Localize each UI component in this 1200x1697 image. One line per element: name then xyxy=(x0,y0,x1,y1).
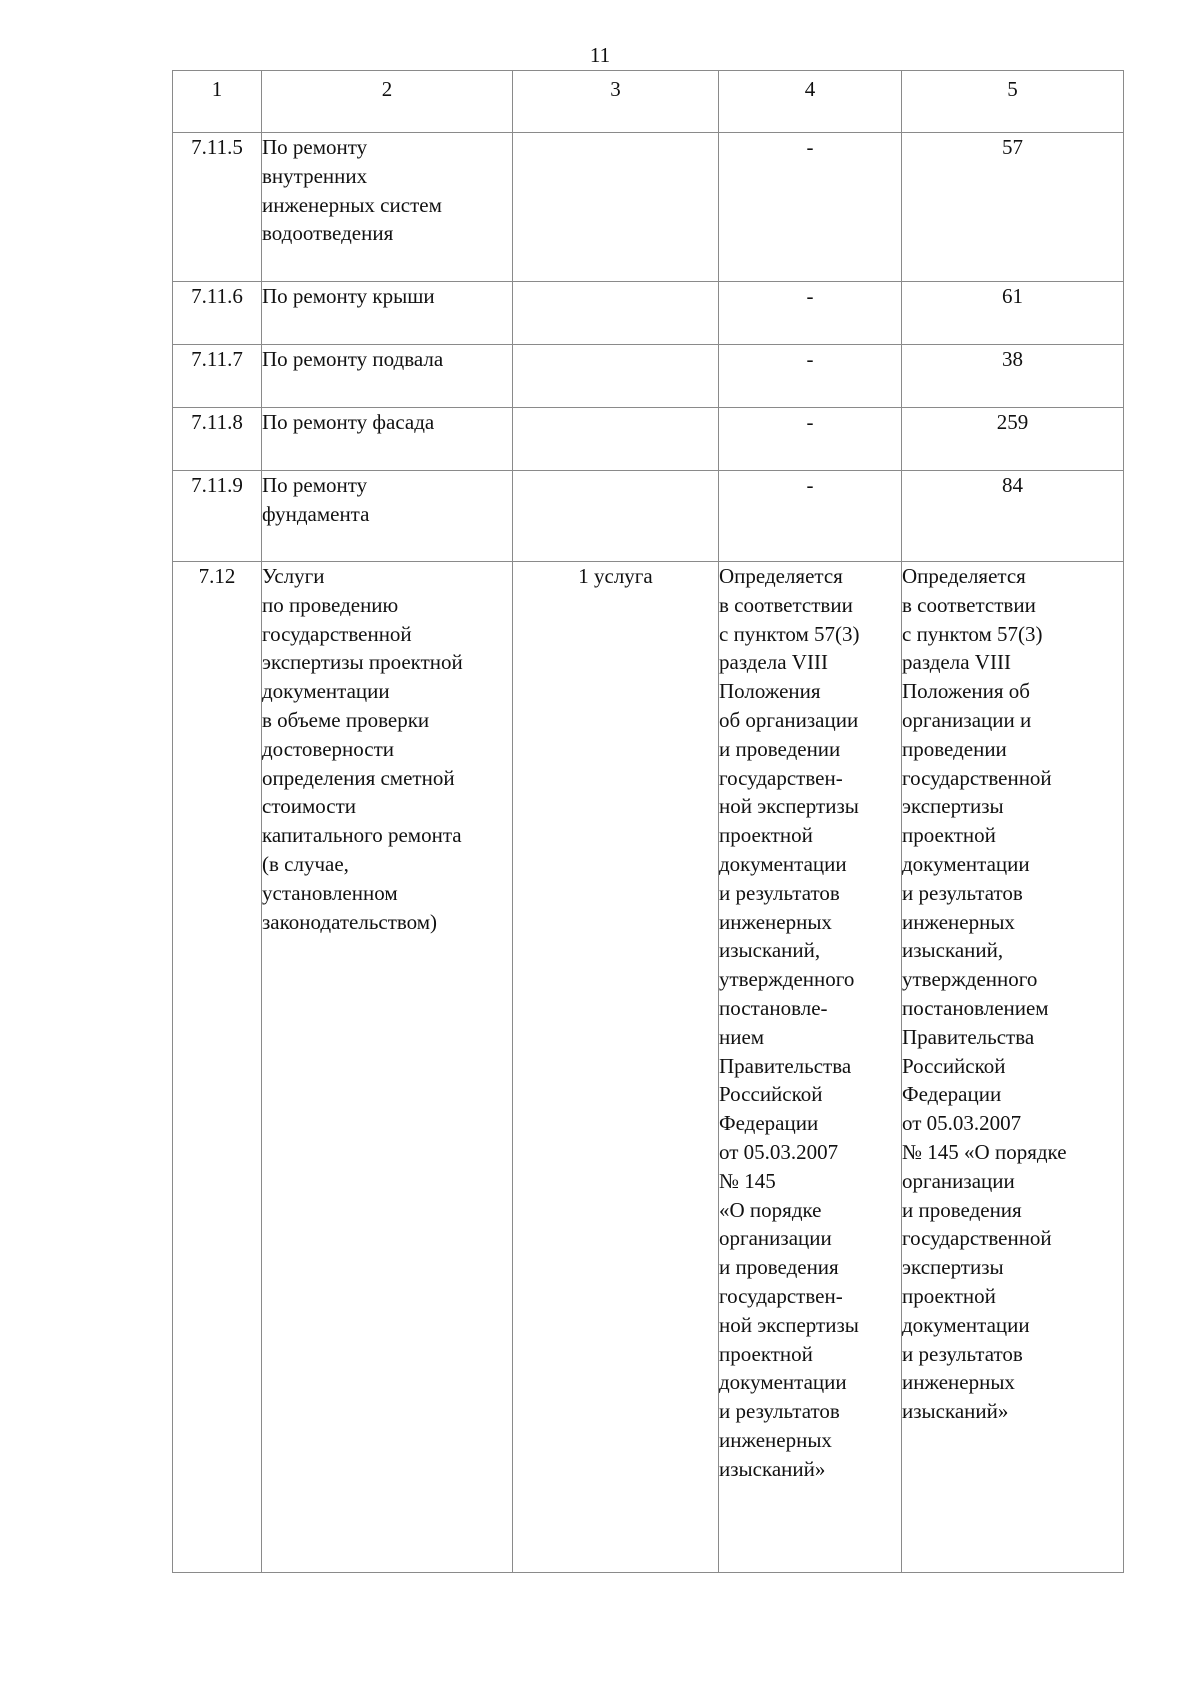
row-name-line: По ремонту крыши xyxy=(262,284,435,308)
row-col4-line: № 145 xyxy=(719,1168,776,1193)
table-row xyxy=(173,282,1124,345)
row-col4-line: документации xyxy=(719,1370,847,1395)
row-name-line: стоимости xyxy=(262,794,357,819)
row-col5-line: проектной xyxy=(902,823,996,848)
row-col4-line: с пунктом 57(3) xyxy=(719,621,860,646)
page-number: 11 xyxy=(589,43,611,67)
row-col5-line: постановлением xyxy=(902,995,1049,1020)
row-col5-line: и проведения xyxy=(902,1197,1022,1222)
table-row xyxy=(173,345,1124,408)
row-col5-line: раздела VIII xyxy=(902,650,1011,675)
row-col4-line: Федерации xyxy=(719,1111,819,1136)
row-name-line: по проведению xyxy=(262,592,399,617)
row-col5-line: и результатов xyxy=(902,880,1023,905)
row-number: 7.11.6 xyxy=(173,282,262,345)
row-col5-line: Федерации xyxy=(902,1082,1002,1107)
row-name-line: в объеме проверки xyxy=(262,707,430,732)
row-col5-line: организации и xyxy=(902,707,1032,732)
row-col4-line: об организации xyxy=(719,707,859,732)
row-col5-line: экспертизы xyxy=(902,794,1004,819)
row-unit xyxy=(513,345,719,408)
row-unit xyxy=(513,282,719,345)
table-header-row xyxy=(173,71,1124,133)
row-name-line: документации xyxy=(262,679,390,704)
row-name-line: инженерных систем xyxy=(262,192,442,217)
row-col5-line: проектной xyxy=(902,1283,996,1308)
row-col4-line: ной экспертизы xyxy=(719,1312,859,1337)
header-col-2: 2 xyxy=(262,71,513,133)
row-col5-line: Определяется xyxy=(902,564,1026,588)
table-row xyxy=(173,562,1124,1573)
row-col5-line: Положения об xyxy=(902,679,1030,704)
row-col4-line: и результатов xyxy=(719,1399,840,1424)
row-col5: 259 xyxy=(902,408,1124,471)
row-col4-line: и результатов xyxy=(719,880,840,905)
row-name-line: водоотведения xyxy=(262,221,394,246)
row-col4-line: утвержденного xyxy=(719,967,855,992)
row-col5-line: от 05.03.2007 xyxy=(902,1111,1022,1136)
row-col4: - xyxy=(719,408,902,471)
row-name xyxy=(262,133,513,282)
row-col5-line: Правительства xyxy=(902,1024,1035,1049)
row-name-line: определения сметной xyxy=(262,765,455,790)
services-table xyxy=(172,70,1124,1573)
row-col4-line: постановле- xyxy=(719,995,828,1020)
row-name-line: капитального ремонта xyxy=(262,823,462,848)
row-name-line: экспертизы проектной xyxy=(262,650,463,675)
row-col4-line: и проведения xyxy=(719,1255,839,1280)
row-col5-line: № 145 «О порядке xyxy=(902,1139,1067,1164)
row-col5 xyxy=(902,562,1124,1573)
row-unit xyxy=(513,133,719,282)
row-col4-line: Положения xyxy=(719,679,821,704)
row-col4 xyxy=(719,562,902,1573)
row-col4-line: от 05.03.2007 xyxy=(719,1139,839,1164)
row-col5: 84 xyxy=(902,471,1124,562)
row-col5-line: государственной xyxy=(902,765,1052,790)
row-col5-line: Российской xyxy=(902,1053,1006,1078)
row-col4-line: изысканий, xyxy=(719,938,821,963)
row-col4-line: в соответствии xyxy=(719,592,853,617)
table-row xyxy=(173,408,1124,471)
row-col4: - xyxy=(719,282,902,345)
row-col4-line: ной экспертизы xyxy=(719,794,859,819)
row-col4-line: документации xyxy=(719,851,847,876)
row-col5-line: государственной xyxy=(902,1226,1052,1251)
row-col5-line: проведении xyxy=(902,736,1007,761)
row-name-line: внутренних xyxy=(262,163,368,188)
row-col4-line: изысканий» xyxy=(719,1456,826,1481)
row-name xyxy=(262,471,513,562)
header-col-3: 3 xyxy=(513,71,719,133)
row-name xyxy=(262,408,513,471)
row-col4-line: инженерных xyxy=(719,1427,832,1452)
row-col4-line: Российской xyxy=(719,1082,823,1107)
row-col5-line: документации xyxy=(902,851,1030,876)
row-name-line: По ремонту xyxy=(262,473,368,497)
row-col5-line: утвержденного xyxy=(902,967,1038,992)
row-col5-line: документации xyxy=(902,1312,1030,1337)
row-col4-line: Правительства xyxy=(719,1053,852,1078)
row-number: 7.12 xyxy=(173,562,262,1573)
row-col4-line: организации xyxy=(719,1226,832,1251)
row-col5-line: экспертизы xyxy=(902,1255,1004,1280)
row-col5: 38 xyxy=(902,345,1124,408)
row-unit xyxy=(513,408,719,471)
row-name-line: По ремонту подвала xyxy=(262,347,444,371)
table-row xyxy=(173,133,1124,282)
row-name-line: фундамента xyxy=(262,501,370,526)
row-name-line: достоверности xyxy=(262,736,395,761)
row-name xyxy=(262,345,513,408)
row-name-line: государственной xyxy=(262,621,412,646)
row-col4: - xyxy=(719,471,902,562)
row-col5-line: инженерных xyxy=(902,1370,1015,1395)
row-number: 7.11.5 xyxy=(173,133,262,282)
row-col5: 61 xyxy=(902,282,1124,345)
row-col4-line: государствен- xyxy=(719,1283,843,1308)
row-unit xyxy=(513,471,719,562)
row-name-line: законодательством) xyxy=(262,909,438,934)
row-name xyxy=(262,562,513,1573)
row-col4-line: нием xyxy=(719,1024,765,1049)
row-col5: 57 xyxy=(902,133,1124,282)
header-col-5: 5 xyxy=(902,71,1124,133)
row-col4-line: инженерных xyxy=(719,909,832,934)
row-name xyxy=(262,282,513,345)
row-col5-line: изысканий» xyxy=(902,1399,1009,1424)
table-row xyxy=(173,471,1124,562)
row-col5-line: с пунктом 57(3) xyxy=(902,621,1043,646)
row-number: 7.11.7 xyxy=(173,345,262,408)
row-col4-line: раздела VIII xyxy=(719,650,828,675)
row-col5-line: инженерных xyxy=(902,909,1015,934)
row-col5-line: и результатов xyxy=(902,1341,1023,1366)
row-col4: - xyxy=(719,133,902,282)
row-name-line: (в случае, xyxy=(262,851,349,876)
row-name-line: Услуги xyxy=(262,564,325,588)
row-name-line: установленном xyxy=(262,880,398,905)
row-col5-line: в соответствии xyxy=(902,592,1036,617)
row-col5-line: организации xyxy=(902,1168,1015,1193)
header-col-4: 4 xyxy=(719,71,902,133)
row-number: 7.11.9 xyxy=(173,471,262,562)
row-col5-line: изысканий, xyxy=(902,938,1004,963)
row-col4-line: проектной xyxy=(719,1341,813,1366)
header-col-1: 1 xyxy=(173,71,262,133)
row-col4-line: государствен- xyxy=(719,765,843,790)
row-number: 7.11.8 xyxy=(173,408,262,471)
row-col4: - xyxy=(719,345,902,408)
row-col4-line: Определяется xyxy=(719,564,843,588)
row-name-line: По ремонту xyxy=(262,135,368,159)
row-col4-line: проектной xyxy=(719,823,813,848)
row-col4-line: «О порядке xyxy=(719,1197,822,1222)
row-name-line: По ремонту фасада xyxy=(262,410,435,434)
row-unit: 1 услуга xyxy=(513,562,719,1573)
row-col4-line: и проведении xyxy=(719,736,841,761)
